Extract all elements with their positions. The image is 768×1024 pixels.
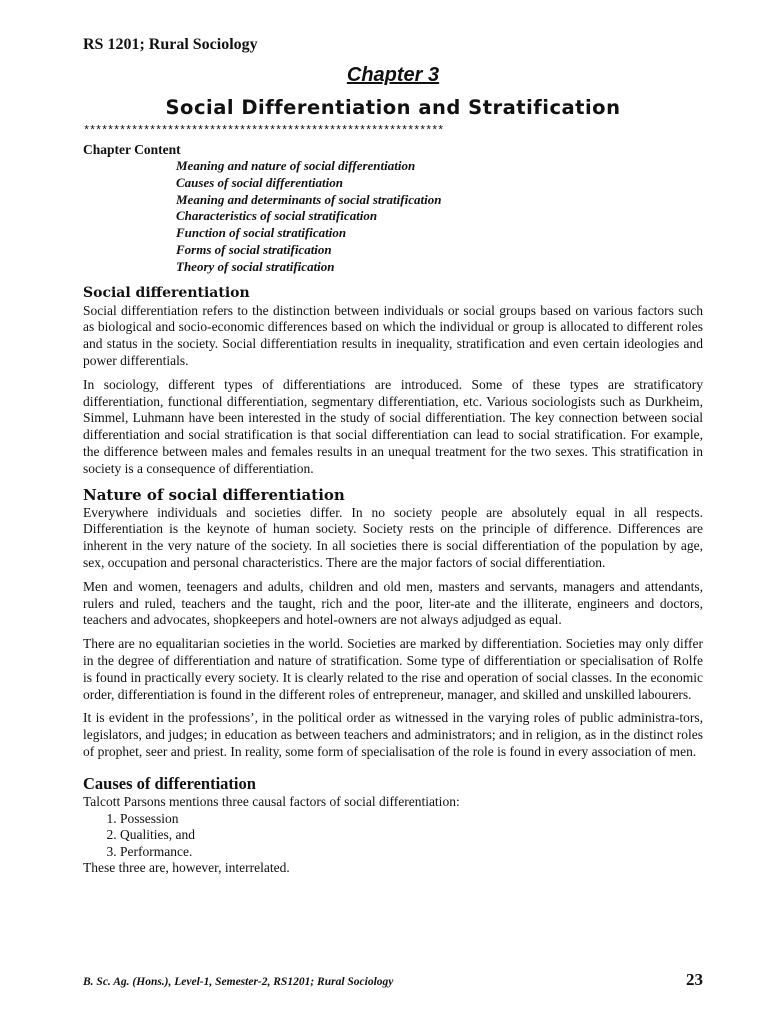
document-page — [83, 34, 703, 877]
page-footer — [83, 970, 703, 990]
paragraph: Talcott Parsons mentions three causal factors of social differentiation: — [83, 793, 460, 809]
section-heading-nature: Nature of social differentiation — [83, 485, 345, 504]
list-item: 2. Qualities, and — [120, 827, 703, 844]
footer-text: B. Sc. Ag. (Hons.), Level-1, Semester-2, RS1201; Rural Sociology — [83, 976, 394, 988]
paragraph: In sociology, different types of differentiations are introduced. Some of these types are stratificatory differentiation, functional differentiation, segmentary differentiation, etc. Various sociologists such as Durkheim, Simmel, Luhmann have been interested in the study of social differentiation. The key connection between social differentiation and social stratification is that social differentiation can lead to social stratification. For example, the difference between males and females results in an unequal treatment for the two sexes. This stratification in society is a consequence of differentiation. — [83, 376, 703, 476]
toc-item: Forms of social stratification — [176, 241, 332, 257]
paragraph: Social differentiation refers to the distinction between individuals or social groups based on various factors such as biological and socio-economic differences based on which the individual or group is allocated to different roles and status in the society. Social differentiation results in inequality, stratification and even certain ideologies and power differentials. — [83, 302, 703, 368]
chapter-content-label: Chapter Content — [83, 142, 181, 157]
toc-item: Function of social stratification — [176, 225, 347, 241]
toc-item: Theory of social stratification — [176, 258, 335, 274]
chapter-title: Social Differentiation and Stratification — [165, 96, 621, 119]
section-heading-causes: Causes of differentiation — [83, 773, 256, 793]
page-number: 23 — [686, 970, 703, 989]
chapter-content-list — [83, 158, 703, 276]
list-item: 3. Performance. — [120, 844, 703, 861]
causes-list — [83, 811, 703, 861]
toc-item: Meaning and determinants of social stratification — [176, 191, 442, 207]
paragraph: These three are, however, interrelated. — [83, 860, 290, 876]
paragraph: Men and women, teenagers and adults, children and old men, masters and servants, managers and attendants, rulers and ruled, teachers and the taught, rich and the poor, liter-ate and the illiterate, engineers and doctors, teachers and advocates, shopkeepers and hotel-owners are not always adjudged as equal. — [83, 578, 703, 628]
toc-item: Causes of social differentiation — [176, 174, 343, 190]
toc-item: Meaning and nature of social differentiation — [176, 158, 416, 173]
paragraph: It is evident in the professions’, in the political order as witnessed in the varying roles of public administra-tors, legislators, and judges; in education as between teachers and administrators; and in religion, as in the distinct roles of prophet, seer and priest. In reality, some form of specialisation of the role is found in every association of men. — [83, 710, 703, 759]
paragraph: There are no equalitarian societies in the world. Societies are marked by differentiation. Societies may only differ in the degree of differentiation and nature of stratification. Some type of differentiation or specialisation of Rolfe is found in practically every society. It is clearly related to the rise and operation of social classes. In the economic order, differentiation is found in the different roles of entrepreneur, manager, and skilled and unskilled labourers. — [83, 636, 703, 702]
paragraph: Everywhere individuals and societies differ. In no society people are absolutely equal in all respects. Differentiation is the keynote of human society. Society rests on the principle of difference. Differences are inherent in the very nature of the society. In all societies there is social differentiation of the population by age, sex, occupation and personal characteristics. There are the major factors of social differentiation. — [83, 504, 703, 570]
toc-item: Characteristics of social stratification — [176, 208, 378, 224]
chapter-number: Chapter 3 — [346, 64, 440, 86]
course-title: RS 1201; Rural Sociology — [83, 36, 258, 53]
list-item: 1. Possession — [120, 811, 703, 828]
separator-line: ************************************************************ — [83, 124, 444, 138]
section-heading-social-differentiation: Social differentiation — [83, 284, 250, 301]
